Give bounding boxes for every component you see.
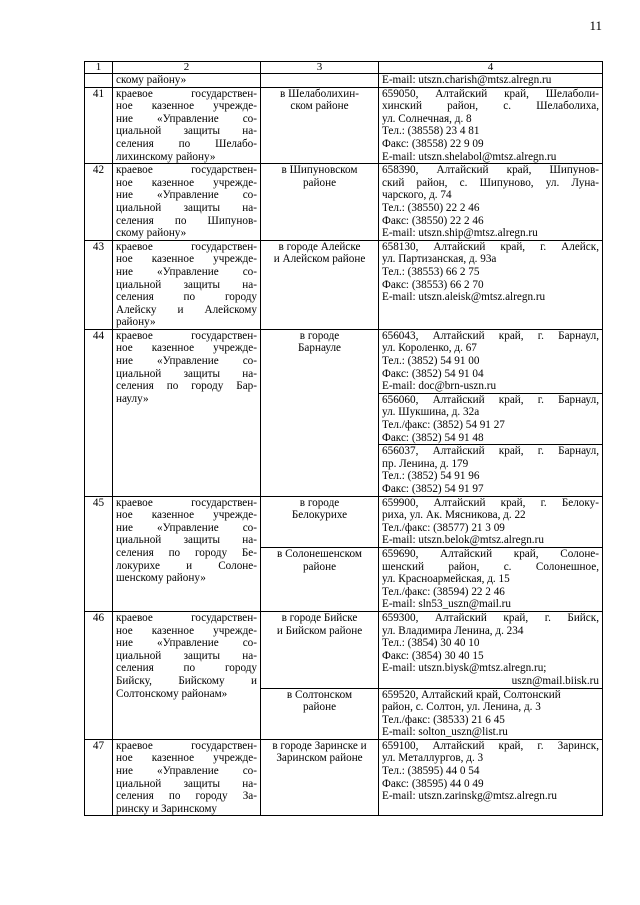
text-line: краевое государствен- — [116, 611, 257, 624]
text-line: ул. Металлургов, д. 3 — [382, 752, 484, 765]
text-line: краевое государствен- — [116, 329, 257, 342]
page-number: 11 — [589, 18, 602, 33]
text-line: циальной защиты на- — [116, 534, 257, 547]
contact-details — [379, 547, 603, 611]
text-line: Факс: (38553) 66 2 70 — [382, 278, 484, 291]
text-line: 659100, Алтайский край, г. Заринск, — [382, 739, 599, 752]
text-line: ное казенное учрежде- — [116, 253, 257, 266]
contact-details — [379, 496, 603, 547]
text-line: селения по городу Бе- — [116, 546, 257, 559]
text-line: E-mail: utszn.aleisk@mtsz.alregn.ru — [382, 291, 546, 304]
text-line: ние «Управление со- — [116, 765, 257, 778]
contact-details — [379, 739, 603, 816]
row-number: 43 — [85, 240, 113, 329]
text-line: ние «Управление со- — [116, 637, 257, 650]
text-line: E-mail: utszn.zarinskg@mtsz.alregn.ru — [382, 790, 557, 803]
text-line: Факс: (3852) 54 91 04 — [382, 367, 484, 380]
text-line: район, с. Солтон, ул. Ленина, д. 3 — [382, 701, 541, 714]
text-line: E-mail: utszn.belok@mtsz.alregn.ru — [382, 534, 544, 547]
table-row — [85, 496, 603, 547]
text-line: селения по Шипунов- — [116, 214, 257, 227]
table-row — [85, 164, 603, 241]
text-line: в Шипуновском — [281, 164, 358, 177]
text-line: Факс: (3852) 54 91 97 — [382, 483, 484, 495]
text-line: ние «Управление со- — [116, 355, 257, 368]
text-line: 656060, Алтайский край, г. Барнаул, — [382, 393, 599, 406]
text-line: E-mail: solton_uszn@list.ru — [382, 726, 508, 739]
row-number — [85, 74, 113, 88]
text-line: 659690, Алтайский край, Солоне- — [382, 547, 599, 560]
text-line: ние «Управление со- — [116, 521, 257, 534]
text-line: и Алейском районе — [273, 253, 366, 266]
text-line: в Солтонском — [286, 688, 353, 701]
text-line: в городе — [299, 496, 340, 509]
service-area — [261, 739, 379, 816]
organization-name — [113, 496, 261, 611]
text-line: ное казенное учрежде- — [116, 624, 257, 637]
service-area — [261, 74, 379, 88]
contact-details — [379, 240, 603, 329]
table-row — [85, 611, 603, 688]
text-line: шенский район, с. Солонешное, — [382, 560, 599, 573]
text-line: E-mail: sln53_uszn@mail.ru — [382, 598, 511, 611]
text-line: в Солонешенском — [277, 547, 362, 560]
institutions-table — [84, 61, 603, 816]
row-number: 44 — [85, 329, 113, 496]
text-line: E-mail: utszn.ship@mtsz.alregn.ru — [382, 227, 538, 240]
text-line: циальной защиты на- — [116, 125, 257, 138]
continuation-row — [85, 74, 603, 88]
text-line: району» — [116, 316, 156, 329]
text-line: селения по городу — [116, 291, 257, 304]
text-line: Бийску, Бийскому и — [116, 674, 257, 687]
text-line: в городе Алейске — [278, 240, 361, 253]
text-line: ул. Владимира Ленина, д. 234 — [382, 624, 524, 637]
text-line: в городе Заринске и — [272, 739, 367, 752]
text-line: ние «Управление со- — [116, 112, 257, 125]
text-line: uszn@mail.biisk.ru — [511, 674, 599, 687]
text-line: районе — [302, 701, 337, 714]
text-line: Тел.: (3852) 54 91 96 — [382, 470, 480, 483]
header-col-3: 3 — [261, 62, 379, 74]
organization-name — [113, 74, 261, 88]
text-line: E-mail: utszn.biysk@mtsz.alregn.ru; — [382, 662, 547, 675]
row-number: 46 — [85, 611, 113, 739]
text-line: краевое государствен- — [116, 164, 257, 177]
text-line: Алейску и Алейскому — [116, 303, 257, 316]
text-line: ул. Шукшина, д. 32а — [382, 406, 480, 419]
contact-details — [379, 688, 603, 739]
text-line: Тел.: (3852) 54 91 00 — [382, 355, 480, 368]
table-row — [85, 240, 603, 329]
text-line: ное казенное учрежде- — [116, 342, 257, 355]
text-line: ние «Управление со- — [116, 189, 257, 202]
text-line: 658390, Алтайский край, Шипунов- — [382, 164, 599, 177]
text-line: селения по городу За- — [116, 790, 257, 803]
text-line: 659900, Алтайский край, г. Белоку- — [382, 496, 599, 509]
table-header-row — [85, 62, 603, 74]
text-line: Тел.: (38553) 66 2 75 — [382, 265, 480, 278]
text-line: E-mail: utszn.shelabol@mtsz.alregn.ru — [382, 150, 557, 163]
header-col-1: 1 — [85, 62, 113, 74]
text-line: Факс: (38595) 44 0 49 — [382, 777, 484, 790]
text-line: районе — [302, 176, 337, 189]
text-line: наулу» — [116, 392, 149, 405]
service-area — [261, 87, 379, 164]
service-area — [261, 547, 379, 611]
text-line: E-mail: doc@brn-uszn.ru — [382, 380, 497, 393]
text-line: 658130, Алтайский край, г. Алейск, — [382, 240, 599, 253]
text-line: селения по городу — [116, 662, 257, 675]
table-row — [85, 329, 603, 393]
text-line: в Шелаболихин- — [280, 87, 359, 100]
contact-details — [379, 611, 603, 688]
text-line: хинский район, с. Шелаболиха, — [382, 100, 599, 113]
service-area — [261, 240, 379, 329]
text-line: Тел./факс: (38533) 21 6 45 — [382, 713, 505, 726]
text-line: локурихе и Солоне- — [116, 559, 257, 572]
text-line: чарского, д. 74 — [382, 189, 452, 202]
row-number: 45 — [85, 496, 113, 611]
text-line: районе — [302, 560, 337, 573]
text-line: Факс: (3852) 54 91 48 — [382, 431, 484, 444]
text-line: краевое государствен- — [116, 240, 257, 253]
text-line: ул. Партизанская, д. 93а — [382, 253, 497, 266]
text-line: E-mail: utszn.charish@mtsz.alregn.ru — [382, 74, 552, 86]
text-line: 659050, Алтайский край, Шелаболи- — [382, 87, 599, 100]
text-line: краевое государствен- — [116, 87, 257, 100]
text-line: Барнауле — [297, 342, 342, 355]
text-line: скому району» — [116, 227, 187, 240]
text-line: Тел./факс: (3852) 54 91 27 — [382, 419, 505, 432]
service-area — [261, 611, 379, 688]
text-line: краевое государствен- — [116, 739, 257, 752]
text-line: Тел.: (3854) 30 40 10 — [382, 637, 480, 650]
text-line: циальной защиты на- — [116, 367, 257, 380]
text-line: Факс: (3854) 30 40 15 — [382, 649, 484, 662]
text-line: ул. Короленко, д. 67 — [382, 342, 477, 355]
organization-name — [113, 739, 261, 816]
text-line: в городе Бийске — [281, 611, 358, 624]
text-line: ное казенное учрежде- — [116, 100, 257, 113]
text-line: ное казенное учрежде- — [116, 752, 257, 765]
text-line: Тел./факс: (38577) 21 3 09 — [382, 521, 505, 534]
contact-details — [379, 329, 603, 393]
table-row — [85, 739, 603, 816]
text-line: циальной защиты на- — [116, 201, 257, 214]
text-line: 656037, Алтайский край, г. Барнаул, — [382, 445, 599, 458]
text-line: Белокурихе — [291, 509, 348, 522]
table-body — [85, 62, 603, 816]
text-line: циальной защиты на- — [116, 777, 257, 790]
text-line: и Бийском районе — [276, 624, 363, 637]
organization-name — [113, 164, 261, 241]
text-line: ул. Красноармейская, д. 15 — [382, 573, 510, 586]
text-line: 659520, Алтайский край, Солтонский — [382, 688, 561, 701]
organization-name — [113, 611, 261, 739]
service-area — [261, 329, 379, 496]
text-line: ринску и Заринскому — [116, 802, 218, 815]
text-line: риха, ул. Ак. Мясникова, д. 22 — [382, 509, 526, 522]
text-line: 659300, Алтайский край, г. Бийск, — [382, 611, 599, 624]
contact-details — [379, 393, 603, 444]
contact-details — [379, 74, 603, 88]
text-line: ное казенное учрежде- — [116, 509, 257, 522]
service-area — [261, 688, 379, 739]
text-line: ский район, с. Шипуново, ул. Луна- — [382, 176, 599, 189]
text-line: Тел./факс: (38594) 22 2 46 — [382, 585, 505, 598]
text-line: лихинскому району» — [116, 150, 216, 163]
text-line: ное казенное учрежде- — [116, 176, 257, 189]
text-line: 656043, Алтайский край, г. Барнаул, — [382, 329, 599, 342]
table-row — [85, 87, 603, 164]
service-area — [261, 496, 379, 547]
text-line: в городе — [299, 329, 340, 342]
text-line: циальной защиты на- — [116, 278, 257, 291]
organization-name — [113, 87, 261, 164]
text-line: Тел.: (38558) 23 4 81 — [382, 125, 480, 138]
text-line: Заринском районе — [276, 752, 363, 765]
contact-details — [379, 87, 603, 164]
text-line: Солтонскому районам» — [116, 687, 228, 700]
text-line: циальной защиты на- — [116, 649, 257, 662]
text-line: Факс: (38550) 22 2 46 — [382, 214, 484, 227]
text-line: Факс: (38558) 22 9 09 — [382, 137, 484, 150]
text-line: ние «Управление со- — [116, 265, 257, 278]
text-line: ском районе — [290, 100, 349, 113]
text-line: пр. Ленина, д. 179 — [382, 457, 469, 470]
header-col-4: 4 — [379, 62, 603, 74]
contact-details — [379, 164, 603, 241]
text-line: ул. Солнечная, д. 8 — [382, 112, 472, 125]
service-area — [261, 164, 379, 241]
text-line: Тел.: (38550) 22 2 46 — [382, 201, 480, 214]
header-col-2: 2 — [113, 62, 261, 74]
row-number: 41 — [85, 87, 113, 164]
text-line: краевое государствен- — [116, 496, 257, 509]
row-number: 47 — [85, 739, 113, 816]
text-line: селения по Шелабо- — [116, 137, 257, 150]
text-line: Тел.: (38595) 44 0 54 — [382, 765, 480, 778]
organization-name — [113, 329, 261, 496]
organization-name — [113, 240, 261, 329]
text-line: селения по городу Бар- — [116, 380, 257, 393]
contact-details — [379, 445, 603, 496]
text-line: шенскому району» — [116, 572, 206, 585]
row-number: 42 — [85, 164, 113, 241]
text-line: скому району» — [116, 74, 187, 86]
